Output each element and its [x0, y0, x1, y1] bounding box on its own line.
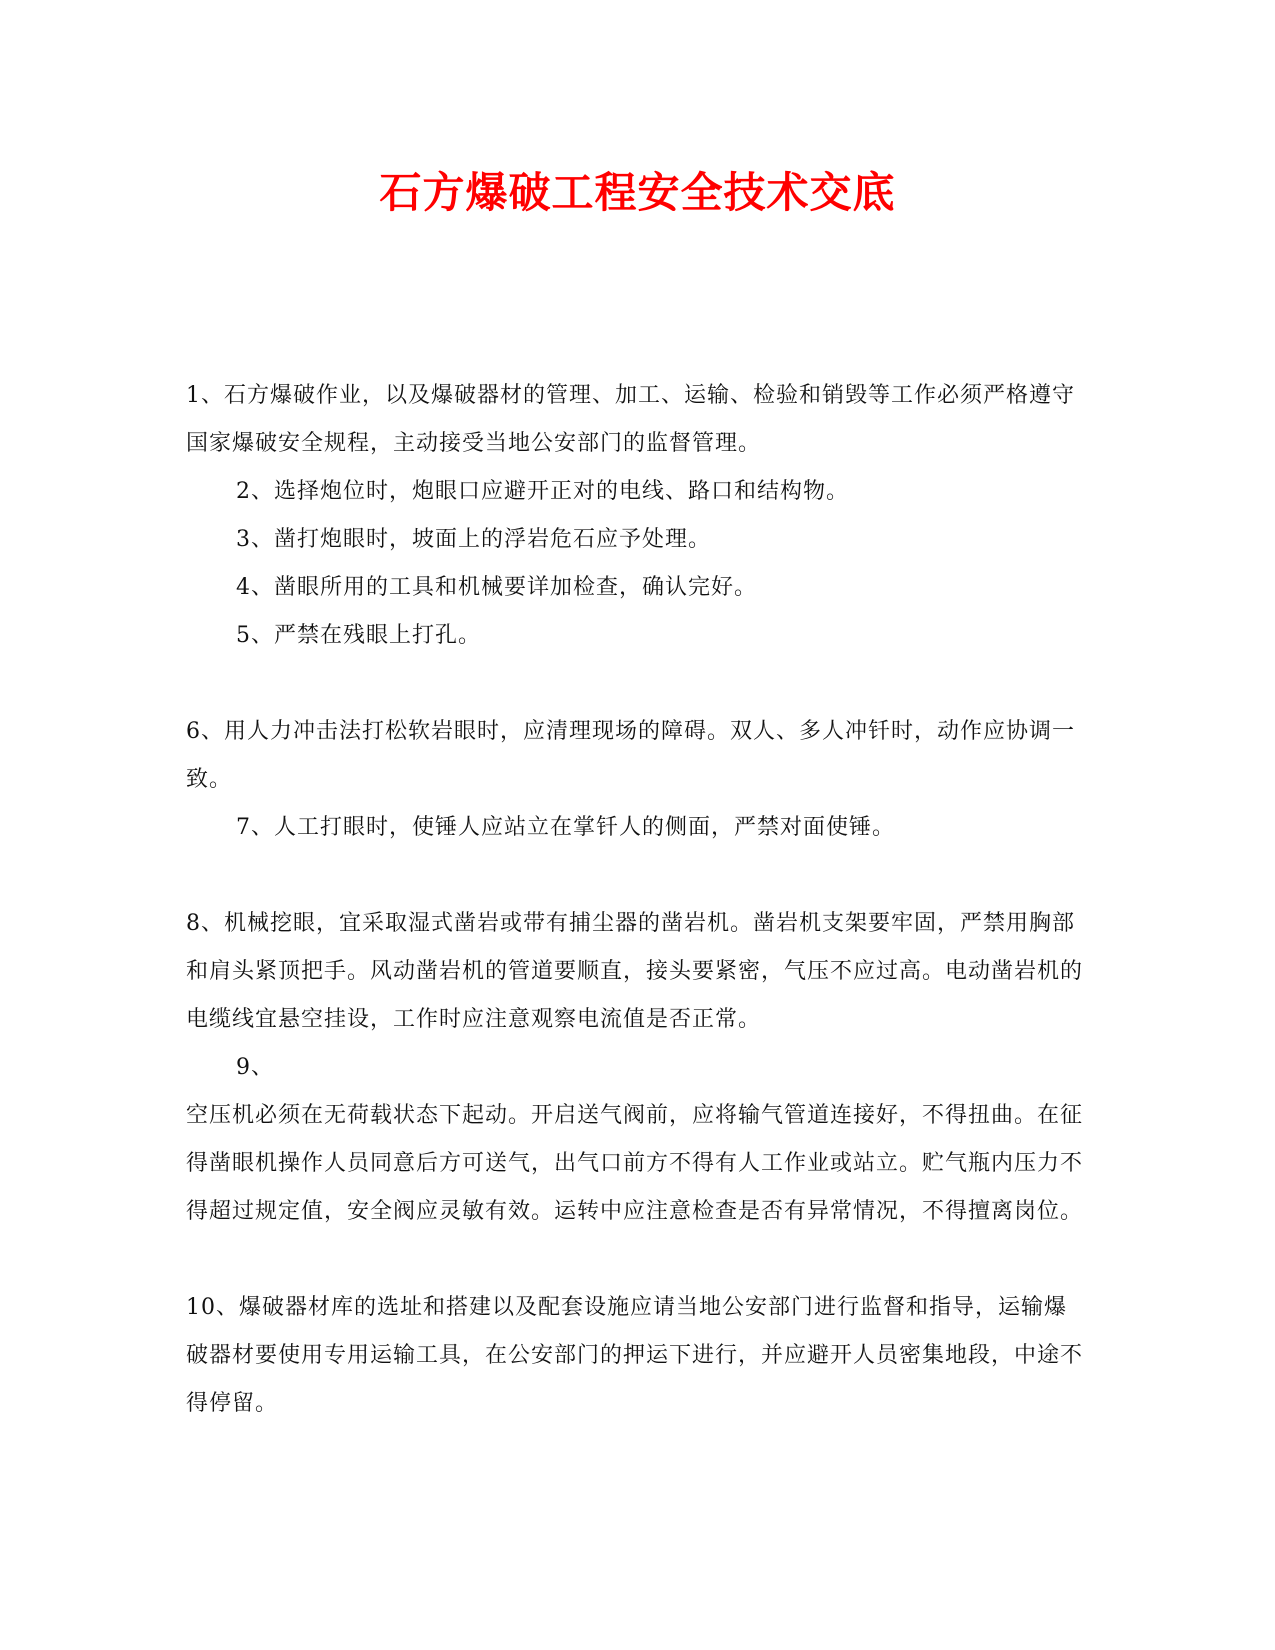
paragraph-2: 2、选择炮位时，炮眼口应避开正对的电线、路口和结构物。 [236, 479, 849, 504]
paragraph-1: 1、石方爆破作业，以及爆破器材的管理、加工、运输、检验和销毁等工作必须严格遵守国家爆破安全规程，主动接受当地公安部门的监督管理。 [186, 383, 1075, 456]
paragraph-5: 5、严禁在残眼上打孔。 [236, 623, 481, 648]
paragraph-7: 7、人工打眼时，使锤人应站立在掌钎人的侧面，严禁对面使锤。 [236, 815, 895, 840]
paragraph-9-number: 9、 [236, 1055, 274, 1080]
document-title: 石方爆破工程安全技术交底 [379, 168, 896, 217]
paragraph-9-text: 空压机必须在无荷载状态下起动。开启送气阀前，应将输气管道连接好，不得扭曲。在征得凿眼机操作人员同意后方可送气，出气口前方不得有人工作业或站立。贮气瓶内压力不得超过规定值，安全阀应灵敏有效。运转中应注意检查是否有异常情况，不得擅离岗位。 [186, 1103, 1084, 1224]
paragraph-10: 10、爆破器材库的选址和搭建以及配套设施应请当地公安部门进行监督和指导，运输爆破器材要使用专用运输工具，在公安部门的押运下进行，并应避开人员密集地段，中途不得停留。 [186, 1295, 1084, 1416]
paragraph-4: 4、凿眼所用的工具和机械要详加检查，确认完好。 [236, 575, 757, 600]
paragraph-8: 8、机械挖眼，宜采取湿式凿岩或带有捕尘器的凿岩机。凿岩机支架要牢固，严禁用胸部和肩头紧顶把手。风动凿岩机的管道要顺直，接头要紧密，气压不应过高。电动凿岩机的电缆线宜悬空挂设，工作时应注意观察电流值是否正常。 [186, 911, 1084, 1032]
paragraph-3: 3、凿打炮眼时，坡面上的浮岩危石应予处理。 [236, 527, 711, 552]
document-body [186, 372, 1086, 1428]
paragraph-6: 6、用人力冲击法打松软岩眼时，应清理现场的障碍。双人、多人冲钎时，动作应协调一致。 [186, 719, 1075, 792]
